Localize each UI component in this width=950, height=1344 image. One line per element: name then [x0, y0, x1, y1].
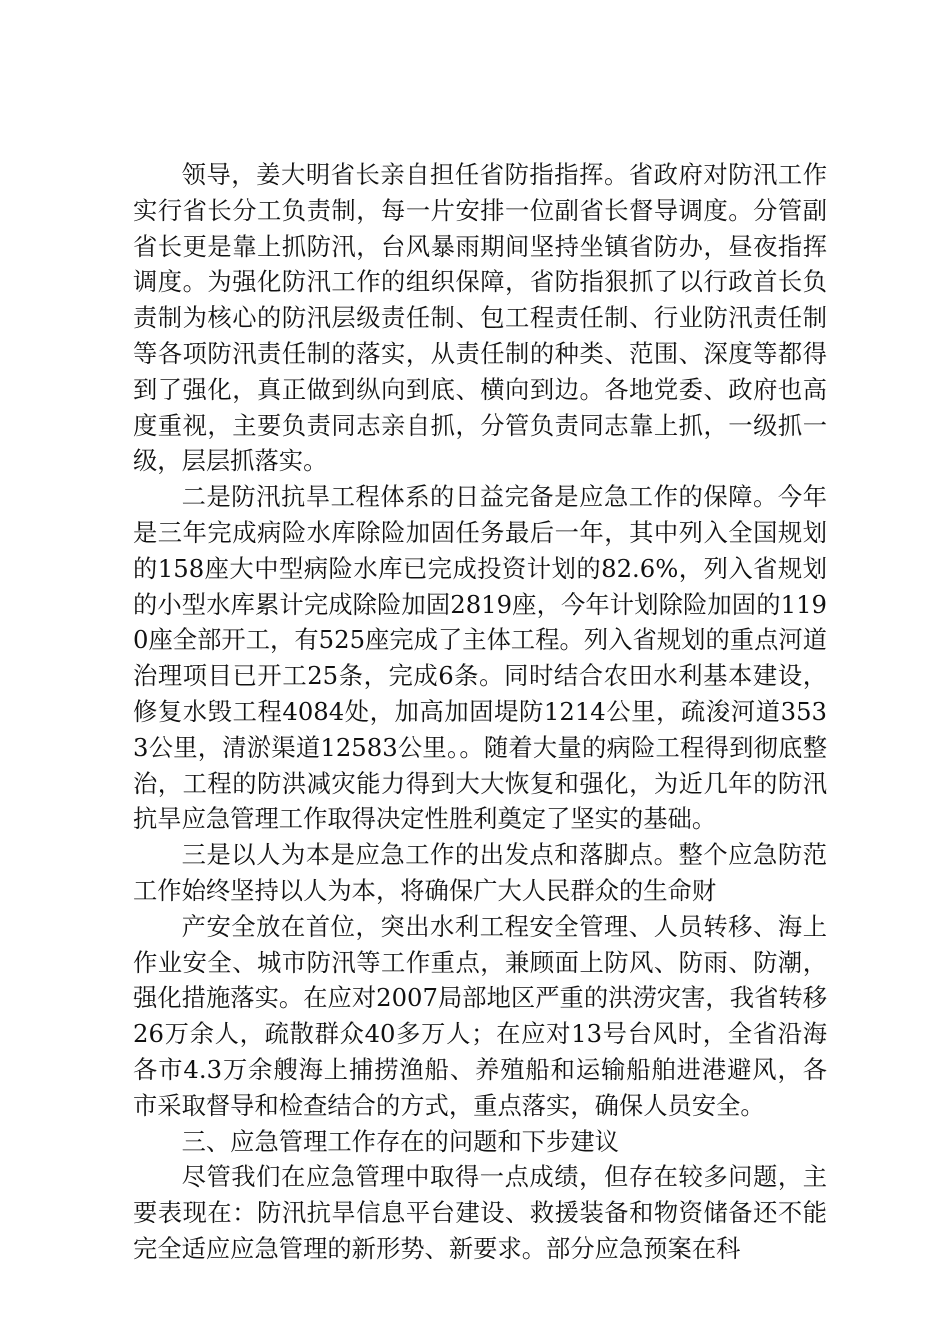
paragraph-engineering-system: 二是防汛抗旱工程体系的日益完备是应急工作的保障。今年是三年完成病险水库除险加固任务最后一年，其中列入全国规划的158座大中型病险水库已完成投资计划的82.6%，列入省规划的小型水库累计完成除险加固2819座，今年计划除险加固的1190座全部开工，有525座完成了主体工程。列入省规划的重点河道治理项目已开工25条，完成6条。同时结合农田水利基本建设，修复水毁工程4084处，加高加固堤防1214公里，疏浚河道3533公里，清淤渠道12583公里。。随着大量的病险工程得到彻底整治，工程的防洪减灾能力得到大大恢复和强化，为近几年的防汛抗旱应急管理工作取得决定性胜利奠定了坚实的基础。 [133, 482, 827, 834]
paragraph-people-oriented: 三是以人为本是应急工作的出发点和落脚点。整个应急防范工作始终坚持以人为本，将确保广大人民群众的生命财 [133, 840, 827, 905]
document-body [133, 157, 827, 1267]
paragraph-safety-measures: 产安全放在首位，突出水利工程安全管理、人员转移、海上作业安全、城市防汛等工作重点，兼顾面上防风、防雨、防潮，强化措施落实。在应对2007局部地区严重的洪涝灾害，我省转移26万余人，疏散群众40多万人；在应对13号台风时，全省沿海各市4.3万余艘海上捕捞渔船、养殖船和运输船舶进港避风，各市采取督导和检查结合的方式，重点落实，确保人员安全。 [133, 911, 827, 1120]
paragraph-leadership: 领导，姜大明省长亲自担任省防指指挥。省政府对防汛工作实行省长分工负责制，每一片安排一位副省长督导调度。分管副省长更是靠上抓防汛，台风暴雨期间坚持坐镇省防办，昼夜指挥调度。为强化防汛工作的组织保障，省防指狠抓了以行政首长负责制为核心的防汛层级责任制、包工程责任制、行业防汛责任制等各项防汛责任制的落实，从责任制的种类、范围、深度等都得到了强化，真正做到纵向到底、横向到边。各地党委、政府也高度重视，主要负责同志亲自抓，分管负责同志靠上抓，一级抓一级，层层抓落实。 [133, 160, 827, 476]
paragraph-problems: 尽管我们在应急管理中取得一点成绩，但存在较多问题，主要表现在：防汛抗旱信息平台建设、救援装备和物资储备还不能完全适应应急管理的新形势、新要求。部分应急预案在科 [133, 1162, 827, 1263]
section-heading-problems: 三、应急管理工作存在的问题和下步建议 [181, 1126, 619, 1156]
